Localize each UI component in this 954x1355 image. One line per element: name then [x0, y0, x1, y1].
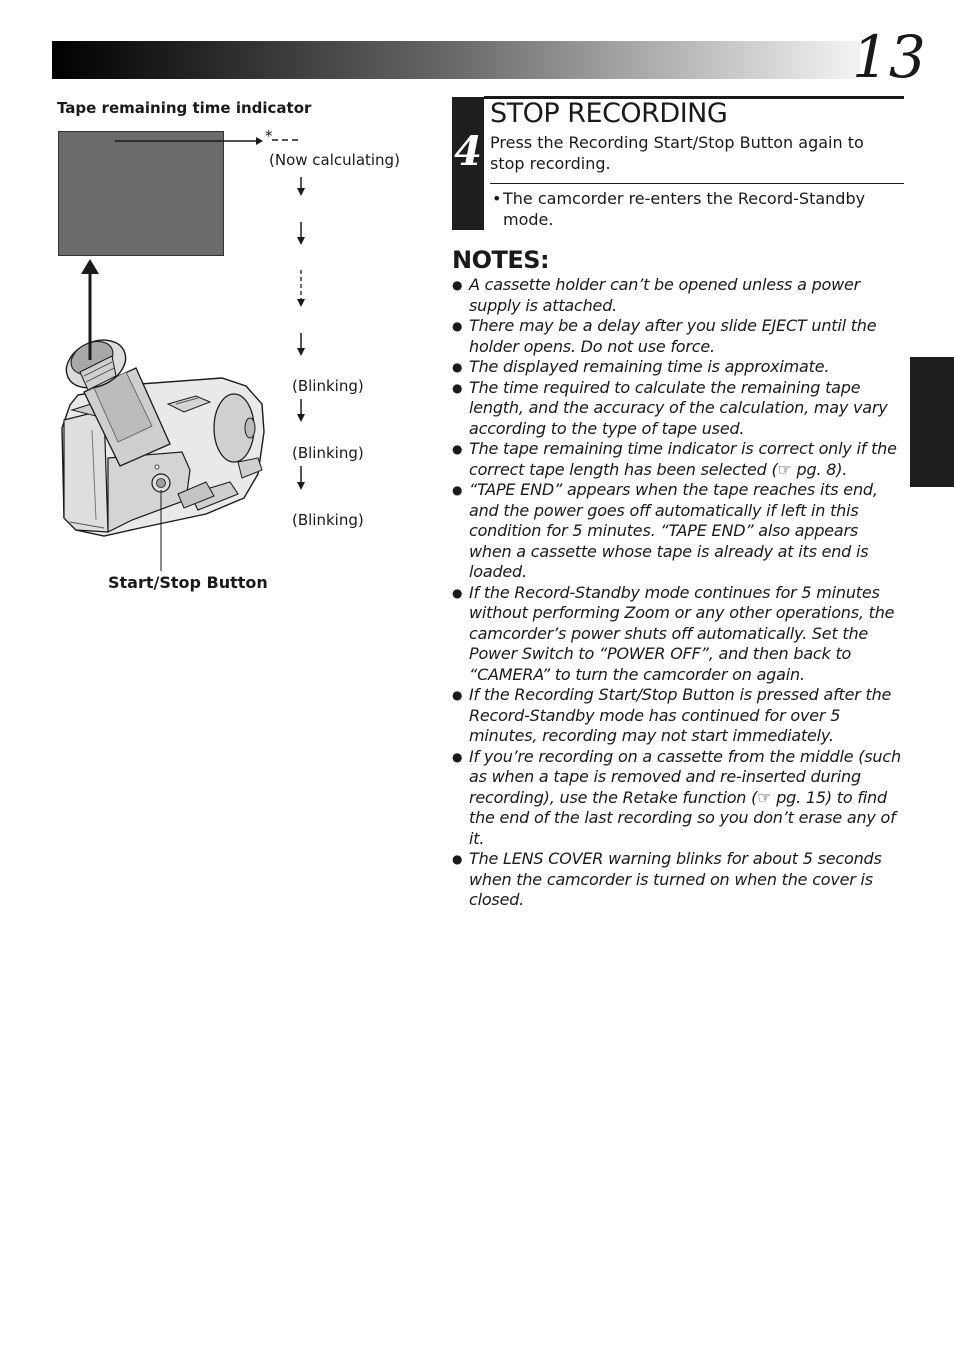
note-text: There may be a delay after you slide EJECT until the holder opens. Do not use force.	[469, 316, 877, 356]
note-item	[452, 480, 904, 583]
note-item	[452, 316, 904, 357]
notes-list	[452, 275, 904, 911]
section-side-tab	[910, 357, 954, 487]
note-bullet: ●	[452, 319, 463, 333]
note-bullet: ●	[452, 360, 463, 374]
diagram-title: Tape remaining time indicator	[57, 99, 312, 117]
step-bullet	[490, 188, 904, 230]
note-text: If the Record-Standby mode continues for 5 minutes without performing Zoom or any other operations, the camcorder’s power shuts off automatically. Set the Power Switch to “POWER OFF”, and then back to “CAMERA” to turn the camcorder on again.	[469, 582, 895, 684]
viewfinder-pointer-arrowhead	[81, 259, 99, 274]
asterisk-mark: *	[265, 127, 273, 145]
note-bullet: ●	[452, 483, 463, 497]
notes-title: NOTES:	[452, 246, 550, 274]
page-number: 13	[852, 23, 926, 91]
note-bullet: ●	[452, 749, 463, 764]
step-bullet-marker: •	[492, 189, 502, 208]
note-bullet: ●	[452, 852, 463, 866]
start-stop-button-label: Start/Stop Button	[108, 573, 268, 592]
note-bullet: ●	[452, 442, 463, 456]
state-label-blinking-1: (Blinking)	[292, 377, 364, 395]
step-description: Press the Recording Start/Stop Button again to stop recording.	[490, 133, 864, 173]
note-item	[452, 439, 904, 480]
state-label-blinking-2: (Blinking)	[292, 444, 364, 462]
note-text: “TAPE END” appears when the tape reaches its end, and the power goes off automatically if left in this condition for 5 minutes. “TAPE END” also appears when a cassette whose tape is already at its end is loaded.	[469, 480, 878, 581]
note-item	[452, 583, 904, 686]
step-divider	[490, 183, 904, 184]
step-title: STOP RECORDING	[490, 98, 728, 129]
note-bullet: ●	[452, 278, 463, 292]
note-text: The tape remaining time indicator is correct only if the correct tape length has been selected (☞ pg. 8).	[469, 439, 897, 479]
note-text: The LENS COVER warning blinks for about 5 seconds when the camcorder is turned on when the cover is closed.	[469, 849, 882, 909]
note-text: If the Recording Start/Stop Button is pressed after the Record-Standby mode has continued for over 5 minutes, recording may not start immediately.	[469, 685, 892, 745]
step-number: 4	[454, 128, 482, 175]
note-item	[452, 685, 904, 747]
note-item	[452, 378, 904, 440]
note-item	[452, 849, 904, 911]
step-bullet-text: The camcorder re-enters the Record-Standby mode.	[503, 189, 866, 229]
note-text: A cassette holder can’t be opened unless a power supply is attached.	[469, 275, 861, 315]
note-bullet: ●	[452, 585, 463, 600]
note-item	[452, 747, 904, 850]
note-item	[452, 357, 904, 378]
note-text: The time required to calculate the remaining tape length, and the accuracy of the calculation, may vary according to the type of tape used.	[469, 377, 888, 438]
state-label-calculating: (Now calculating)	[269, 151, 400, 169]
indicator-pointer-arrowhead	[256, 137, 263, 145]
state-label-blinking-3: (Blinking)	[292, 511, 364, 529]
note-item	[452, 275, 904, 316]
note-text: The displayed remaining time is approximate.	[469, 357, 830, 376]
note-bullet: ●	[452, 380, 463, 395]
note-bullet: ●	[452, 688, 463, 702]
note-text: If you’re recording on a cassette from the middle (such as when a tape is removed and re-inserted during recording), use the Retake function (☞ pg. 15) to find the end of the last recording so you don’t erase any of it.	[469, 746, 901, 848]
